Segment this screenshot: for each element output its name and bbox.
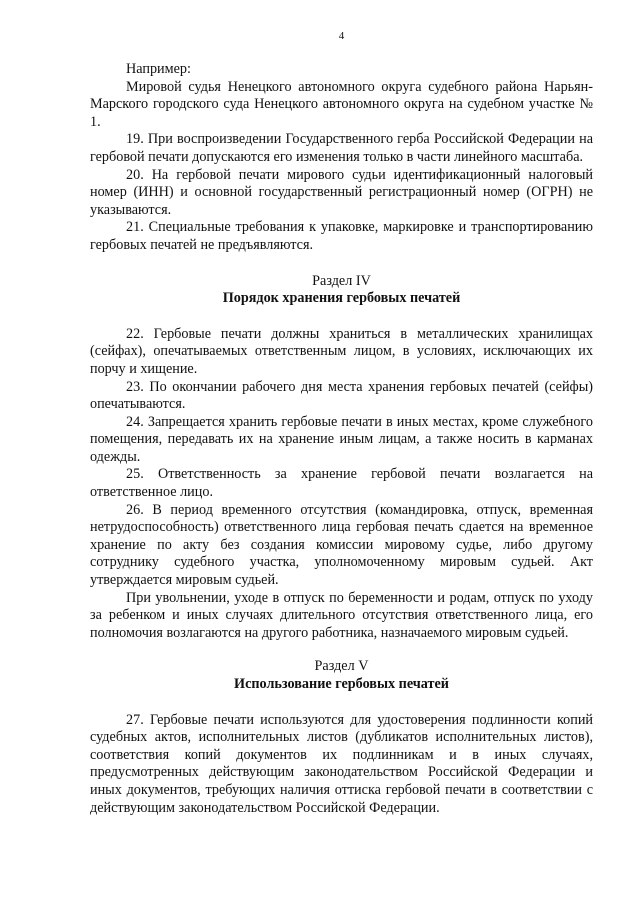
section-5-body: [90, 712, 593, 818]
paragraph-25: 25. Ответственность за хранение гербовой печати возлагается на ответственное лицо.: [90, 466, 593, 501]
paragraph-19: 19. При воспроизведении Государственного герба Российской Федерации на гербовой печати допускаются его изменения только в части линейного масштаба.: [90, 131, 593, 165]
paragraph-26: 26. В период временного отсутствия (командировка, отпуск, временная нетрудоспособность) ответственного лица гербовая печать сдается на временное хранение по акту без создания комиссии мировому судье, либо другому сотруднику судебного участка, уполномоченному мировым судьей. Акт утверждается мировым судьей.: [90, 501, 593, 589]
example-text: Мировой судья Ненецкого автономного округа судебного района Нарьян-Марского городского суда Ненецкого автономного округа на судебном участке № 1.: [90, 78, 593, 130]
section-5-title: Использование гербовых печатей: [234, 676, 449, 692]
document-page: [90, 30, 593, 817]
paragraph-24: 24. Запрещается хранить гербовые печати в иных местах, кроме служебного помещения, передавать их на хранение иным лицам, а также носить в карманах одежды.: [90, 413, 593, 465]
paragraph-20: 20. На гербовой печати мирового судьи идентификационный налоговый номер (ИНН) и основной государственный регистрационный номер (ОГРН) не указываются.: [90, 166, 593, 218]
page-number: 4: [338, 30, 345, 42]
paragraph-21: 21. Специальные требования к упаковке, маркировке и транспортированию гербовых печатей не предъявляются.: [90, 219, 593, 253]
paragraph-26-continued: При увольнении, уходе в отпуск по беременности и родам, отпуск по уходу за ребенком и иных случаях длительного отсутствия ответственного лица, его полномочия возлагаются на другого работника, назначаемого мировым судьей.: [90, 589, 593, 641]
section-4-label: Раздел IV: [312, 272, 371, 289]
section-5-label: Раздел V: [314, 658, 369, 675]
section-4-body: [90, 326, 593, 643]
section-4-title: Порядок хранения гербовых печатей: [222, 290, 461, 307]
paragraph-23: 23. По окончании рабочего дня места хранения гербовых печатей (сейфы) опечатываются.: [90, 378, 593, 413]
section-5-heading: [90, 658, 593, 693]
top-paragraphs: [90, 61, 593, 255]
example-heading: Например:: [126, 61, 191, 77]
paragraph-22: 22. Гербовые печати должны храниться в металлических хранилищах (сейфах), опечатываемых ответственным лицом, в условиях, исключающих их порчу и хищение.: [90, 325, 593, 377]
paragraph-27: 27. Гербовые печати используются для удостоверения подлинности копий судебных актов, исполнительных листов (дубликатов исполнительных листов), соответствия копий документов их подлинникам и в иных случаях, предусмотренных действующим законодательством Российской Федерации и иных документов, требующих наличия оттиска гербовой печати в соответствии с действующим законодательством Российской Федерации.: [90, 711, 593, 816]
section-4-heading: [90, 273, 593, 308]
